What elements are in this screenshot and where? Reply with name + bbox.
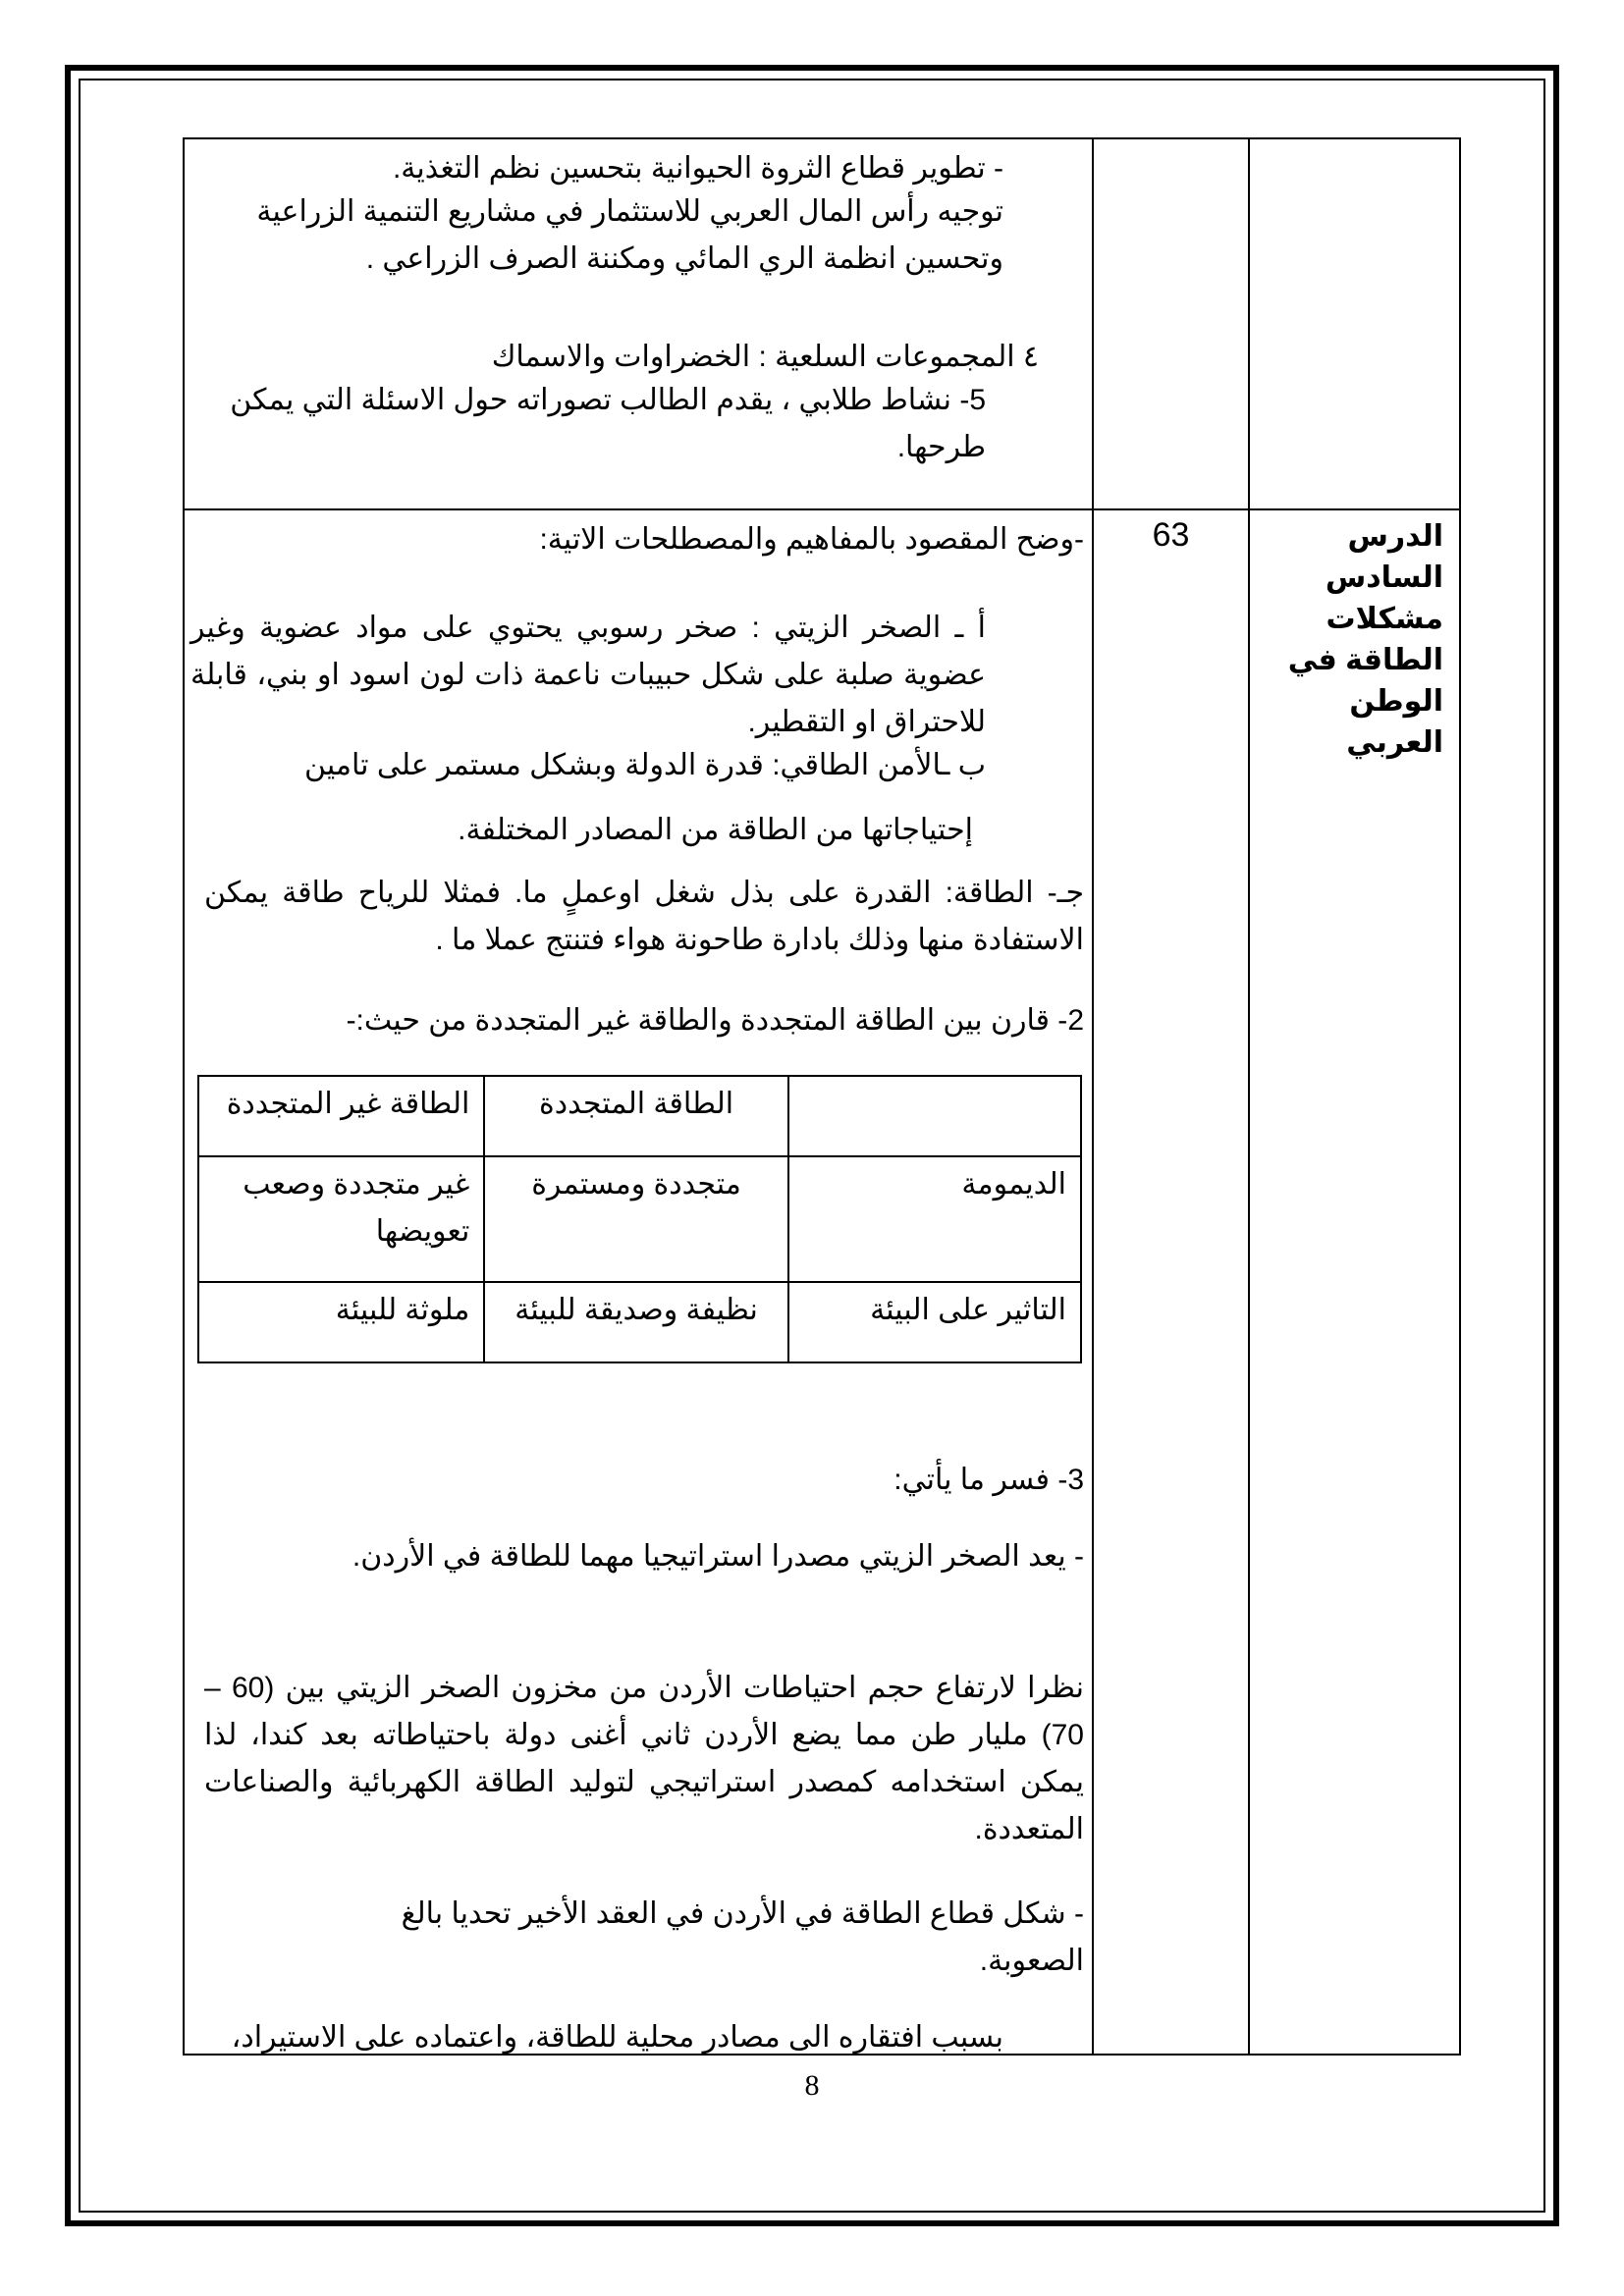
section1-heading: -وضح المقصود بالمفاهيم والمصطلحات الاتية: (539, 523, 1084, 556)
table-header-cell (788, 1076, 1081, 1156)
table-header-row (198, 1076, 1081, 1156)
table-cell: ملوثة للبيئة (198, 1282, 484, 1362)
page-number: 8 (804, 2069, 820, 2102)
table-row (198, 1156, 1081, 1282)
table-left-border (183, 137, 185, 2056)
top-line-livestock: - تطوير قطاع الثروة الحيوانية بتحسين نظم التغذية. (392, 152, 1003, 185)
definition-energy-security-line1: ب ـالأمن الطاقي: قدرة الدولة وبشكل مستمر على تامين (304, 749, 986, 781)
top-line-commodity-groups: ٤ المجموعات السلعية : الخضراوات والاسماك (491, 341, 1039, 373)
definition-oil-shale: أ ـ الصخر الزيتي : صخر رسوبي يحتوي على مواد عضوية وغير عضوية صلبة على شكل حبيبات ناعمة ذات لون اسود او بني، قابلة للاحتراق او التقطير. (190, 612, 986, 738)
answer-oil-shale: نظرا لارتفاع حجم احتياطات الأردن من مخزون الصخر الزيتي بين (60 – 70) مليار طن مما يضع الأردن ثاني أغنى دولة باحتياطاته بعد كندا، لذا يمكن استخدامه كمصدر استراتيجي لتوليد الطاقة الكهربائية والصناعات المتعددة. (204, 1672, 1084, 1845)
table-cell: نظيفة وصديقة للبيئة (484, 1282, 787, 1362)
table-col-divider-1 (1092, 137, 1094, 2056)
section3-heading: 3- فسر ما يأتي: (893, 1464, 1084, 1496)
table-cell: الديمومة (788, 1156, 1081, 1282)
question-oil-shale: - يعد الصخر الزيتي مصدرا استراتيجيا مهما للطاقة في الأردن. (352, 1540, 1084, 1573)
table-col-divider-2 (1248, 137, 1250, 2056)
table-cell: متجددة ومستمرة (484, 1156, 787, 1282)
answer-energy-sector: بسبب افتقاره الى مصادر محلية للطاقة، واعتماده على الاستيراد، (231, 2021, 1003, 2054)
section2-heading: 2- قارن بين الطاقة المتجددة والطاقة غير المتجددة من حيث:- (346, 1004, 1084, 1037)
table-cell: التاثير على البيئة (788, 1282, 1081, 1362)
top-para-student-activity: 5- نشاط طلابي ، يقدم الطالب تصوراته حول الاسئلة التي يمكن طرحها. (230, 384, 986, 463)
top-para-investment: توجيه رأس المال العربي للاستثمار في مشاريع التنمية الزراعية وتحسين انظمة الري المائي ومكننة الصرف الزراعي . (256, 195, 1003, 275)
table-right-border (1459, 137, 1461, 2056)
lesson-title: الدرس السادس مشكلات الطاقة في الوطن العربي (1287, 520, 1443, 759)
table-cell: غير متجددة وصعب تعويضها (198, 1156, 484, 1282)
definition-energy-security-line2: إحتياجاتها من الطاقة من المصادر المختلفة. (458, 814, 973, 846)
table-header-cell: الطاقة المتجددة (484, 1076, 787, 1156)
lesson-number: 63 (1152, 516, 1190, 554)
table-row-divider (183, 508, 1461, 510)
definition-energy: جـ- الطاقة: القدرة على بذل شغل اوعملٍ ما. فمثلا للرياح طاقة يمكن الاستفادة منها وذلك بادارة طاحونة هواء فتنتج عملا ما . (204, 877, 1084, 956)
table-top-border (183, 137, 1461, 139)
question-energy-sector: - شكل قطاع الطاقة في الأردن في العقد الأخير تحديا بالغ الصعوبة. (401, 1897, 1084, 1977)
table-row (198, 1282, 1081, 1362)
table-header-cell: الطاقة غير المتجددة (198, 1076, 484, 1156)
comparison-table (197, 1075, 1082, 1363)
